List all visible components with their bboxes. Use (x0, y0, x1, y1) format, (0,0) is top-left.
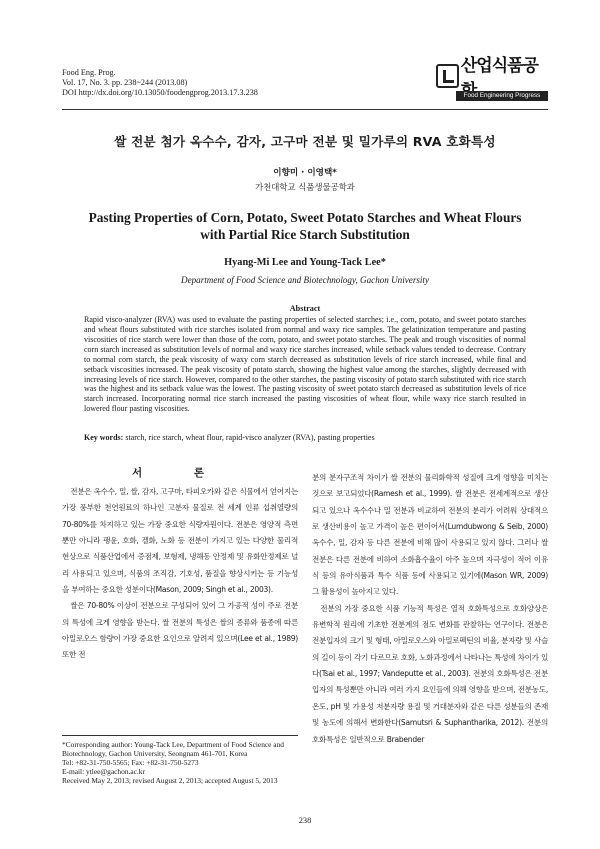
paragraph: 분의 분자구조적 차이가 쌀 전분의 물리화학적 성질에 크게 영향을 미치는 것으로 보고되었다(Ramesh et al., 1999). 쌀 전분은 전세계적으로 생산되고 있으나 옥수수나 밀 전분과 비교하여 전분의 분리가 어려워 상대적으로 생산비용이 높고 가격이 높은 편이어서(Lumdubwong & Seib, 2000) 옥수수, 밀, 감자 등 다른 전분에 비해 많이 사용되고 있지 않다. 그러나 쌀 전분은 다른 전분에 비하여 소화흡수율이 아주 높으며 자극성이 적어 이유식 등의 유아식품과 특수 식품 등에 사용되고 있기에(Mason WR, 2009) 그 활용성이 높아지고 있다. (312, 473, 548, 597)
journal-name: Food Eng. Prog. (62, 68, 116, 77)
footnote (62, 740, 300, 785)
logo-title: 산업식품공 (460, 56, 538, 76)
abstract-heading: Abstract (289, 304, 321, 313)
korean-affiliation: 가천대학교 식품생물공학과 (255, 182, 355, 192)
footnote-divider (62, 735, 298, 736)
keywords-list: starch, rice starch, wheat flour, rapid-visco analyzer (RVA), pasting properties (125, 433, 375, 442)
keywords-label: Key words: (84, 433, 124, 442)
logo-mark-icon (436, 64, 459, 88)
paragraph: 전분의 가장 중요한 식품 기능적 특성은 열적 호화특성으로 호화양상은 유변학적 원리에 기초한 전분계의 점도 변화를 관찰하는 연구이다. 전분은 전분입자의 크기 및 형태, 아밀로오스와 아밀로펙틴의 비율, 분자량 및 사슬의 길이 등이 각기 다르므로 호화, 노화과정에서 나타나는 특성에 차이가 있다(Tsai et al., 1997; Vandeputte et al., 2003). 전분의 호화특성은 전분 입자의 특성뿐만 아니라 여러 가지 요인들에 의해 영향을 받으며, 전분농도, 온도, pH 및 가용성 저분자량 용질 및 거대분자와 같은 다른 성분들의 존재 및 농도에 의해서 변화한다(Samutsri & Suphantharika, 2012). 전분의 호화특성은 일반적으로 Brabender (312, 603, 548, 744)
header-divider (62, 109, 548, 110)
right-column (312, 470, 548, 748)
paragraph: 전분은 옥수수, 밀, 쌀, 감자, 고구마, 타피오카와 같은 식물에서 얻어지는 가장 풍부한 천연원료의 하나인 고분자 물질로 전 세계 인류 섭취열량의 70-80%를 차지하고 있는 가장 중요한 식량자원이다. 전분은 영양적 측면뿐만 아니라 팽윤, 호화, 겔화, 노화 등 전분이 가지고 있는 다양한 물리적 현상으로 식품산업에서 증점제, 보형제, 냉해동 안정제 및 유화안정제로 널리 사용되고 있으며, 식품의 조직감, 기호성, 품질을 향상시키는 등 기능성을 부여하는 중요한 성분이다(Mason, 2009; Singh et al., 2003). (62, 487, 298, 595)
journal-logo (436, 56, 548, 101)
english-affiliation: Department of Food Science and Biotechnology, Gachon University (181, 275, 429, 285)
journal-header (62, 68, 258, 99)
journal-doi: DOI http://dx.doi.org/10.13050/foodengprog.2013.17.3.238 (62, 88, 258, 98)
left-column (62, 484, 298, 664)
contact-phone: Tel: +82-31-750-5565; Fax: +82-31-750-5273 (62, 758, 199, 768)
page-number: 238 (298, 816, 312, 825)
keywords (84, 433, 526, 442)
korean-authors: 이향미 · 이영택* (273, 168, 337, 178)
section-heading-introduction: 서 론 (132, 467, 228, 479)
paragraph: 쌀은 70-80% 이상이 전분으로 구성되어 있어 그 가공적 성이 주로 전분의 특성에 크게 영향을 받는다. 쌀 전분의 특성은 쌀의 종류와 품종에 따른 아밀로오스 함량이 가장 중요한 요인으로 알려져 있으며(Lee et al., 1989) 또한 전 (62, 601, 298, 660)
abstract-body: Rapid visco-analyzer (RVA) was used to evaluate the pasting properties of selected starches; i.e., corn, potato, and sweet potato starches and wheat flours substituted with rice starches isolated from normal and waxy rice samples. The gelatinization temperature and pasting viscosities of rice starch were lower than those of the corn, potato, and sweet potato starches. The peak and trough viscosities of normal corn starch increased as substitution levels of normal and waxy rice starches increased, while setback values tended to decrease. Contrary to normal corn starch, the peak viscosity of waxy corn starch decreased as substitution levels of rice starch increased, while final and setback viscosities increased. The peak viscosity of potato starch, showing the highest value among the starches, slightly decreased with increasing levels of rice starch. However, compared to the other starches, the pasting viscosity of potato starch substituted with rice starch was the highest and its setback value was the lowest. The pasting viscosity of sweet potato starch decreased as substitution levels of rice starch increased. Incorporating normal rice starch increased the pasting viscosities of wheat flour, while waxy rice starch resulted in lowered flour pasting viscosities. (84, 315, 526, 414)
logo-subtitle: Food Engineering Progress (456, 91, 548, 101)
contact-email: E-mail: ytlee@gachon.ac.kr (62, 767, 145, 777)
journal-volume: Vol. 17, No. 3. pp. 238~244 (2013.08) (62, 78, 188, 88)
corresponding-author: *Corresponding author: Young-Tack Lee, Department of Food Science and Biotechnology, Gachon University, Seongnam 461-701, Korea (62, 740, 284, 759)
english-authors: Hyang-Mi Lee and Young-Tack Lee* (224, 257, 386, 268)
english-title: Pasting Properties of Corn, Potato, Sweet Potato Starches and Wheat Flours with Partial Rice Starch Substitution (88, 210, 522, 242)
korean-title: 쌀 전분 첨가 옥수수, 감자, 고구마 전분 및 밀가루의 RVA 호화특성 (114, 134, 496, 149)
received-dates: Received May 2, 2013; revised August 2, 2013; accepted August 5, 2013 (62, 776, 278, 786)
